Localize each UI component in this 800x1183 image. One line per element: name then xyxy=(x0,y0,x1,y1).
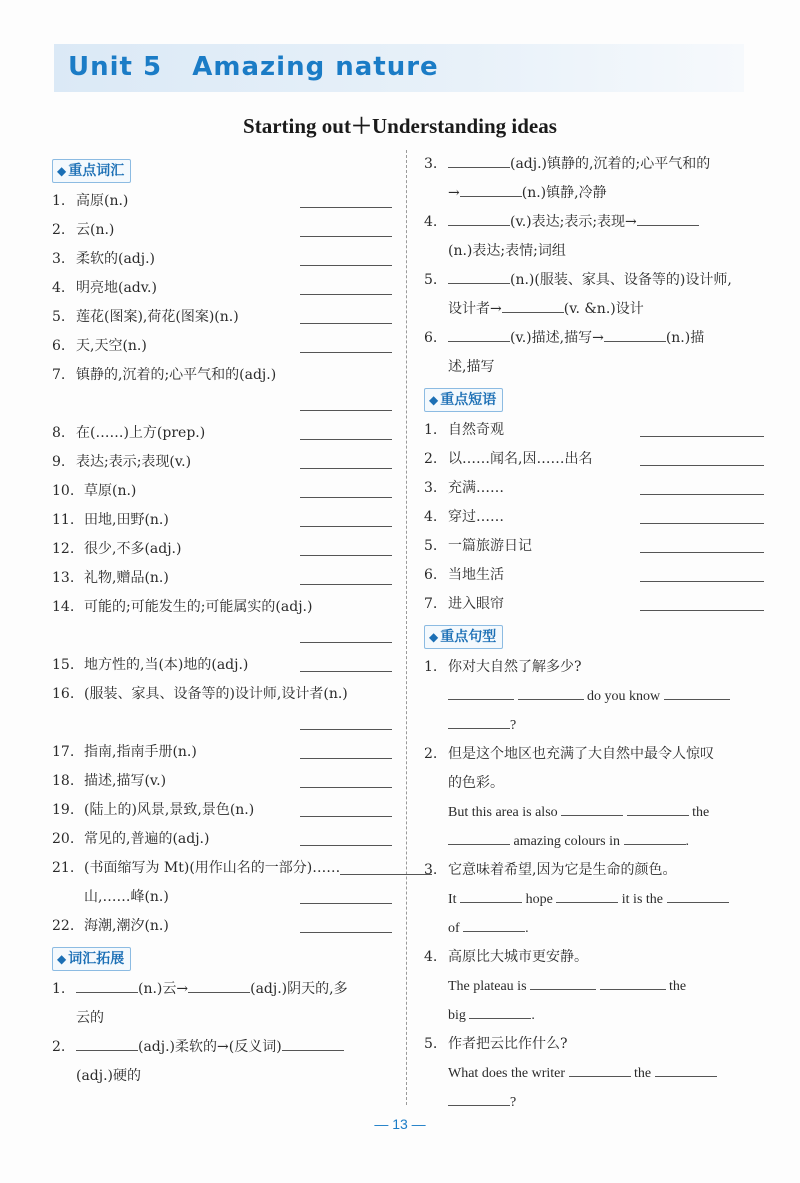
item-number: 4. xyxy=(424,509,438,525)
key-word-item xyxy=(52,448,392,477)
answer-blank[interactable] xyxy=(448,714,510,729)
item-text: 礼物,赠品(n.) xyxy=(84,570,169,586)
item-text: 山,……峰(n.) xyxy=(84,889,169,905)
item-number: 9. xyxy=(52,454,66,470)
item-number: 5. xyxy=(424,538,438,554)
sentence-item: 5. 作者把云比作什么? xyxy=(424,1036,568,1052)
answer-blank[interactable] xyxy=(569,1062,631,1077)
answer-blank[interactable] xyxy=(460,888,522,903)
key-word-item xyxy=(52,361,392,390)
item-text: 以……闻名,因……出名 xyxy=(448,451,593,467)
vocab-ext-item: 4. (v.)表达;表示;表现→ xyxy=(424,208,764,237)
answer-blank[interactable] xyxy=(640,435,764,437)
item-number: 13. xyxy=(52,570,75,586)
item-text: 在(……)上方(prep.) xyxy=(76,425,206,441)
left-column xyxy=(52,153,392,1091)
answer-blank[interactable] xyxy=(300,496,392,498)
key-word-item xyxy=(52,796,392,825)
item-text: 穿过…… xyxy=(448,509,504,525)
item-number: 2. xyxy=(52,222,66,238)
answer-blank[interactable] xyxy=(561,801,623,816)
vocab-ext-cont: 云的 xyxy=(76,1010,104,1026)
answer-blank[interactable] xyxy=(530,975,596,990)
item-text: 很少,不多(adj.) xyxy=(84,541,182,557)
item-text: 充满…… xyxy=(448,480,504,496)
sentence-en: What does the writer the xyxy=(424,1059,764,1088)
item-number: 8. xyxy=(52,425,66,441)
section-vocab-ext: ◆ 词汇拓展 xyxy=(52,947,131,971)
answer-blank[interactable] xyxy=(640,551,764,553)
sentence-en: amazing colours in . xyxy=(424,827,764,856)
answer-blank[interactable] xyxy=(300,931,392,933)
item-text: 表达;表示;表现(v.) xyxy=(76,454,192,470)
page-number: — 13 — xyxy=(374,1116,426,1132)
item-number: 1. xyxy=(424,422,438,438)
item-number: 7. xyxy=(424,596,438,612)
answer-blank[interactable] xyxy=(556,888,618,903)
answer-blank[interactable] xyxy=(448,1091,510,1106)
item-text: 草原(n.) xyxy=(84,483,137,499)
item-text: 镇静的,沉着的;心平气和的(adj.) xyxy=(76,367,277,383)
answer-blank[interactable] xyxy=(460,182,522,197)
diamond-icon: ◆ xyxy=(429,393,439,407)
key-word-item xyxy=(52,564,392,593)
answer-blank[interactable] xyxy=(604,327,666,342)
answer-blank[interactable] xyxy=(600,975,666,990)
key-phrase-item xyxy=(424,590,764,619)
column-divider xyxy=(406,150,407,1105)
answer-blank[interactable] xyxy=(502,298,564,313)
item-text: (书面缩写为 Mt)(用作山名的一部分)…… xyxy=(84,860,341,876)
answer-blank[interactable] xyxy=(300,525,392,527)
item-text: 地方性的,当(本)地的(adj.) xyxy=(84,657,249,673)
vocab-ext-cont: (adj.)硬的 xyxy=(76,1068,142,1084)
vocab-ext-item: 5. (n.)(服装、家具、设备等的)设计师, xyxy=(424,266,764,295)
sentence-en: big . xyxy=(424,1001,764,1030)
key-word-item xyxy=(52,854,392,883)
answer-blank[interactable] xyxy=(518,685,584,700)
diamond-icon: ◆ xyxy=(57,952,67,966)
answer-blank[interactable] xyxy=(188,978,250,993)
key-word-item xyxy=(52,738,392,767)
answer-blank[interactable] xyxy=(300,670,392,672)
item-number: 11. xyxy=(52,512,75,528)
item-number: 22. xyxy=(52,918,75,934)
key-word-answer-row xyxy=(52,709,392,738)
sentence-item: 1. 你对大自然了解多少? xyxy=(424,659,582,675)
key-phrase-item xyxy=(424,503,764,532)
sentence-item: 2. 但是这个地区也充满了大自然中最令人惊叹 xyxy=(424,746,714,762)
item-text: 描述,描写(v.) xyxy=(84,773,167,789)
answer-blank[interactable] xyxy=(76,1036,138,1051)
answer-blank[interactable] xyxy=(655,1062,717,1077)
item-text: 当地生活 xyxy=(448,567,504,583)
answer-blank[interactable] xyxy=(448,211,510,226)
unit-title: Unit 5 Amazing nature xyxy=(68,52,439,82)
key-word-item xyxy=(52,506,392,535)
sentence-en: ? xyxy=(424,1088,764,1117)
item-number: 6. xyxy=(424,567,438,583)
answer-blank[interactable] xyxy=(469,1004,531,1019)
answer-blank[interactable] xyxy=(300,554,392,556)
answer-blank[interactable] xyxy=(300,844,392,846)
sentence-cn-cont: 的色彩。 xyxy=(448,775,504,791)
answer-blank[interactable] xyxy=(448,830,510,845)
right-column xyxy=(424,150,764,1117)
item-number: 14. xyxy=(52,599,75,615)
answer-blank[interactable] xyxy=(463,917,525,932)
key-word-answer-row xyxy=(52,390,392,419)
answer-blank[interactable] xyxy=(300,728,392,730)
item-number: 5. xyxy=(52,309,66,325)
answer-blank[interactable] xyxy=(640,522,764,524)
vocab-ext-item: 1. (n.)云→ (adj.)阴天的,多 xyxy=(52,975,392,1004)
key-word-item xyxy=(52,680,392,709)
item-text: 田地,田野(n.) xyxy=(84,512,169,528)
answer-blank[interactable] xyxy=(624,830,686,845)
sentence-en: The plateau is the xyxy=(424,972,764,1001)
key-words-list xyxy=(52,187,392,941)
key-word-item xyxy=(52,332,392,361)
key-word-item xyxy=(52,477,392,506)
key-phrase-item xyxy=(424,532,764,561)
key-word-item xyxy=(52,651,392,680)
item-text: 高原(n.) xyxy=(76,193,129,209)
item-number: 6. xyxy=(52,338,66,354)
diamond-icon: ◆ xyxy=(429,630,439,644)
unit-banner xyxy=(54,44,744,92)
item-number: 17. xyxy=(52,744,75,760)
answer-blank[interactable] xyxy=(448,685,514,700)
sentence-en: But this area is also the xyxy=(424,798,764,827)
vocab-ext-cont: → (n.)镇静,冷静 xyxy=(424,179,764,208)
item-number: 7. xyxy=(52,367,66,383)
answer-blank[interactable] xyxy=(640,609,764,611)
section-key-phrases: ◆ 重点短语 xyxy=(424,388,503,412)
item-number: 12. xyxy=(52,541,75,557)
key-word-item xyxy=(52,187,392,216)
diamond-icon: ◆ xyxy=(57,164,67,178)
key-word-item xyxy=(52,245,392,274)
key-phrases-list xyxy=(424,416,764,619)
item-text: (陆上的)风景,景致,景色(n.) xyxy=(84,802,255,818)
key-word-item xyxy=(52,303,392,332)
answer-blank[interactable] xyxy=(300,264,392,266)
answer-blank[interactable] xyxy=(300,786,392,788)
answer-blank[interactable] xyxy=(664,685,730,700)
answer-blank[interactable] xyxy=(300,641,392,643)
answer-blank[interactable] xyxy=(640,580,764,582)
answer-blank[interactable] xyxy=(448,269,510,284)
item-text: 天,天空(n.) xyxy=(76,338,147,354)
item-text: 自然奇观 xyxy=(448,422,504,438)
item-text: 明亮地(adv.) xyxy=(76,280,157,296)
vocab-ext-item: 3. (adj.)镇静的,沉着的;心平气和的 xyxy=(424,150,764,179)
answer-blank[interactable] xyxy=(640,493,764,495)
answer-blank[interactable] xyxy=(300,351,392,353)
answer-blank[interactable] xyxy=(300,583,392,585)
answer-blank[interactable] xyxy=(300,815,392,817)
vocab-ext-cont: 述,描写 xyxy=(448,359,495,375)
answer-blank[interactable] xyxy=(300,902,392,904)
item-text: 可能的;可能发生的;可能属实的(adj.) xyxy=(84,599,313,615)
sentence-en: of . xyxy=(424,914,764,943)
lesson-title: Starting out＋Understanding ideas xyxy=(243,114,557,138)
key-word-item xyxy=(52,912,392,941)
key-word-item xyxy=(52,419,392,448)
item-number: 20. xyxy=(52,831,75,847)
answer-blank[interactable] xyxy=(300,293,392,295)
item-number: 1. xyxy=(52,193,66,209)
item-text: 常见的,普遍的(adj.) xyxy=(84,831,210,847)
answer-blank[interactable] xyxy=(76,978,138,993)
item-number: 21. xyxy=(52,860,75,876)
item-text: 进入眼帘 xyxy=(448,596,504,612)
vocab-ext-cont: (n.)表达;表情;词组 xyxy=(448,243,566,259)
item-number: 19. xyxy=(52,802,75,818)
sentence-item: 3. 它意味着希望,因为它是生命的颜色。 xyxy=(424,862,677,878)
key-phrase-item xyxy=(424,445,764,474)
key-phrase-item xyxy=(424,474,764,503)
answer-blank[interactable] xyxy=(300,235,392,237)
answer-blank[interactable] xyxy=(448,153,510,168)
answer-blank[interactable] xyxy=(300,757,392,759)
key-word-item xyxy=(52,535,392,564)
key-word-item xyxy=(52,216,392,245)
answer-blank[interactable] xyxy=(300,206,392,208)
sentence-en: It hope it is the xyxy=(424,885,764,914)
item-text: 莲花(图案),荷花(图案)(n.) xyxy=(76,309,239,325)
answer-blank[interactable] xyxy=(640,464,764,466)
vocab-ext-item: 6. (v.)描述,描写→ (n.)描 xyxy=(424,324,764,353)
item-number: 4. xyxy=(52,280,66,296)
item-text: 海潮,潮汐(n.) xyxy=(84,918,169,934)
item-number: 15. xyxy=(52,657,75,673)
answer-blank[interactable] xyxy=(637,211,699,226)
item-text: 指南,指南手册(n.) xyxy=(84,744,197,760)
item-number: 18. xyxy=(52,773,75,789)
answer-blank[interactable] xyxy=(282,1036,344,1051)
answer-blank[interactable] xyxy=(300,467,392,469)
key-phrase-item xyxy=(424,416,764,445)
item-text: (服装、家具、设备等的)设计师,设计者(n.) xyxy=(84,686,348,702)
item-text: 一篇旅游日记 xyxy=(448,538,532,554)
item-number: 2. xyxy=(424,451,438,467)
item-number: 10. xyxy=(52,483,75,499)
key-word-answer-row xyxy=(52,622,392,651)
sentence-en: ? xyxy=(424,711,764,740)
item-number: 3. xyxy=(52,251,66,267)
key-word-item xyxy=(52,274,392,303)
item-text: 云(n.) xyxy=(76,222,115,238)
key-word-item xyxy=(52,593,392,622)
answer-blank[interactable] xyxy=(448,327,510,342)
answer-blank[interactable] xyxy=(300,322,392,324)
vocab-ext-item: 2. (adj.)柔软的→(反义词) xyxy=(52,1033,392,1062)
key-word-item-cont xyxy=(52,883,392,912)
sentence-item: 4. 高原比大城市更安静。 xyxy=(424,949,588,965)
vocab-ext-cont: 设计者→ (v. &n.)设计 xyxy=(424,295,764,324)
key-phrase-item xyxy=(424,561,764,590)
answer-blank[interactable] xyxy=(627,801,689,816)
sentence-en: do you know xyxy=(424,682,764,711)
answer-blank[interactable] xyxy=(300,409,392,411)
item-number: 3. xyxy=(424,480,438,496)
section-key-sentences: ◆ 重点句型 xyxy=(424,625,503,649)
item-text: 柔软的(adj.) xyxy=(76,251,156,267)
key-word-item xyxy=(52,767,392,796)
section-key-words: ◆ 重点词汇 xyxy=(52,159,131,183)
item-number: 16. xyxy=(52,686,75,702)
key-word-item xyxy=(52,825,392,854)
answer-blank[interactable] xyxy=(340,873,432,875)
answer-blank[interactable] xyxy=(300,438,392,440)
answer-blank[interactable] xyxy=(667,888,729,903)
